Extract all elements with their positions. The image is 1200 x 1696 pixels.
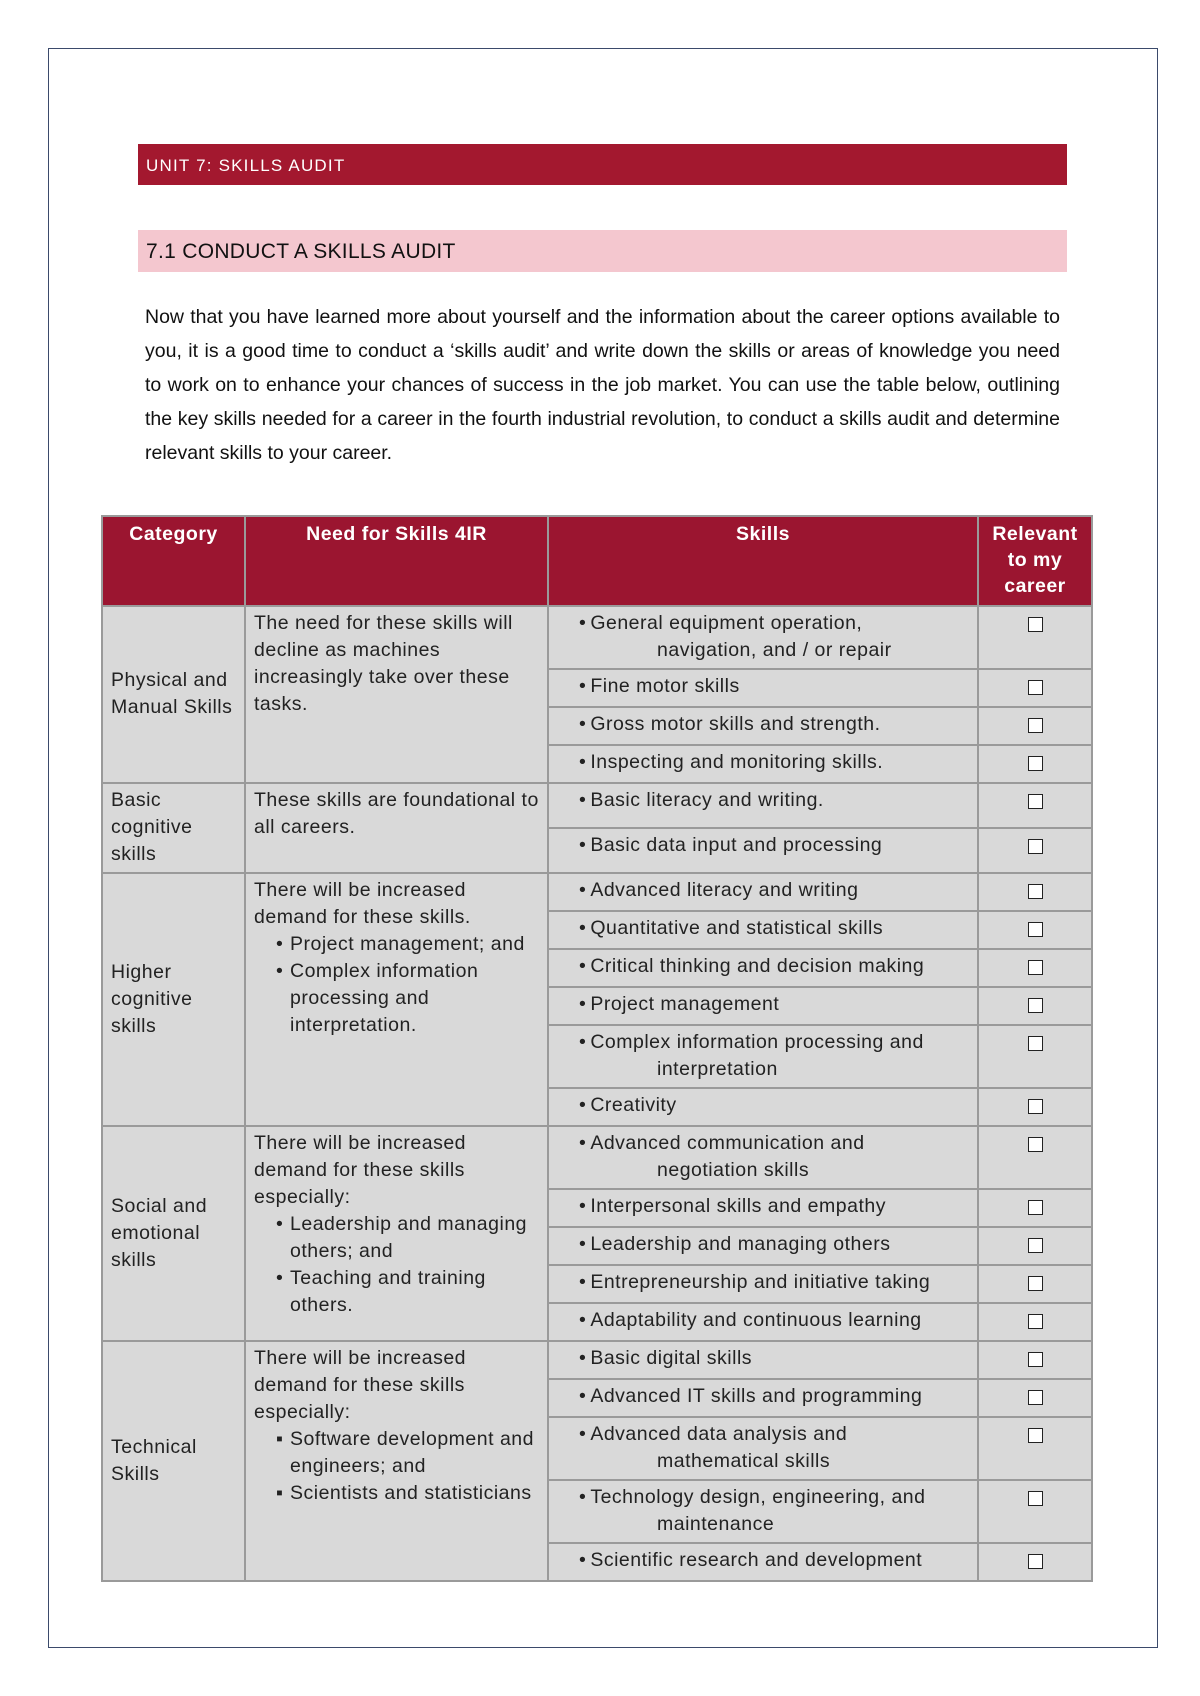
need-cell <box>245 1126 548 1341</box>
table-row <box>102 1126 1092 1189</box>
relevant-cell <box>978 1543 1092 1581</box>
skill-text: Complex information processing and <box>590 1031 924 1053</box>
relevant-checkbox[interactable] <box>1028 680 1043 695</box>
skills-audit-table <box>101 515 1093 1582</box>
skill-cell <box>548 669 978 707</box>
bullet-icon: • <box>579 1094 587 1116</box>
need-item-text: Teaching and training others. <box>290 1267 486 1316</box>
relevant-cell <box>978 1379 1092 1417</box>
need-cell <box>245 1341 548 1581</box>
relevant-checkbox[interactable] <box>1028 1276 1043 1291</box>
need-list-item <box>254 1426 541 1480</box>
need-list <box>254 931 541 1039</box>
skill-cell <box>548 1379 978 1417</box>
skill-item <box>579 953 971 980</box>
skill-item <box>579 1547 971 1574</box>
bullet-icon: • <box>579 713 587 735</box>
skill-text: Advanced data analysis and <box>590 1423 848 1445</box>
header-skills: Skills <box>548 516 978 606</box>
relevant-checkbox[interactable] <box>1028 1554 1043 1569</box>
skill-text: Critical thinking and decision making <box>590 955 925 977</box>
relevant-checkbox[interactable] <box>1028 756 1043 771</box>
relevant-checkbox[interactable] <box>1028 1099 1043 1114</box>
relevant-checkbox[interactable] <box>1028 1390 1043 1405</box>
need-text: The need for these skills will decline as machines increasingly take over these tasks. <box>254 612 513 715</box>
bullet-icon: • <box>579 1486 587 1508</box>
bullet-icon: • <box>579 1271 587 1293</box>
unit-title: UNIT 7: SKILLS AUDIT <box>138 144 1067 185</box>
relevant-cell <box>978 1303 1092 1341</box>
relevant-checkbox[interactable] <box>1028 718 1043 733</box>
skill-cell <box>548 1126 978 1189</box>
skill-item <box>579 610 971 637</box>
bullet-icon: • <box>579 917 587 939</box>
bullet-icon: • <box>579 955 587 977</box>
relevant-checkbox[interactable] <box>1028 1352 1043 1367</box>
skill-text: Inspecting and monitoring skills. <box>590 751 884 773</box>
relevant-checkbox[interactable] <box>1028 839 1043 854</box>
section-title: 7.1 CONDUCT A SKILLS AUDIT <box>138 230 1067 272</box>
skill-item <box>579 1383 971 1410</box>
need-list-item <box>254 931 541 958</box>
bullet-icon: • <box>579 1347 587 1369</box>
relevant-cell <box>978 1088 1092 1126</box>
need-item-text: Project management; and <box>290 933 525 955</box>
header-relevant: Relevant to my career <box>978 516 1092 606</box>
relevant-checkbox[interactable] <box>1028 1137 1043 1152</box>
skill-cell <box>548 873 978 911</box>
bullet-icon: • <box>276 960 284 982</box>
skill-cell <box>548 1417 978 1480</box>
skill-item <box>579 673 971 700</box>
relevant-cell <box>978 1189 1092 1227</box>
relevant-checkbox[interactable] <box>1028 794 1043 809</box>
skill-text: Quantitative and statistical skills <box>590 917 884 939</box>
skill-cell <box>548 987 978 1025</box>
bullet-icon: ▪ <box>276 1428 284 1450</box>
relevant-cell <box>978 911 1092 949</box>
relevant-checkbox[interactable] <box>1028 998 1043 1013</box>
skill-cell <box>548 828 978 873</box>
relevant-cell <box>978 949 1092 987</box>
skill-item <box>579 1307 971 1334</box>
need-text: There will be increased demand for these skills. <box>254 879 471 928</box>
bullet-icon: • <box>579 1031 587 1053</box>
bullet-icon: • <box>276 1213 284 1235</box>
skill-cell <box>548 1480 978 1543</box>
table-row <box>102 606 1092 669</box>
skill-cell <box>548 606 978 669</box>
relevant-checkbox[interactable] <box>1028 1491 1043 1506</box>
relevant-checkbox[interactable] <box>1028 884 1043 899</box>
skill-text-continued: mathematical skills <box>657 1450 831 1472</box>
bullet-icon: • <box>579 751 587 773</box>
relevant-checkbox[interactable] <box>1028 922 1043 937</box>
need-cell <box>245 873 548 1126</box>
relevant-checkbox[interactable] <box>1028 1200 1043 1215</box>
bullet-icon: • <box>579 789 587 811</box>
relevant-checkbox[interactable] <box>1028 960 1043 975</box>
skill-item <box>579 1029 971 1056</box>
table-row <box>102 873 1092 911</box>
need-item-text: Leadership and managing others; and <box>290 1213 528 1262</box>
category-cell: Basic cognitive skills <box>102 783 245 873</box>
table-row <box>102 783 1092 828</box>
skill-item <box>579 915 971 942</box>
skill-cell <box>548 949 978 987</box>
relevant-cell <box>978 1265 1092 1303</box>
skill-text: Advanced IT skills and programming <box>590 1385 923 1407</box>
skill-text: Leadership and managing others <box>590 1233 891 1255</box>
need-item-text: Scientists and statisticians <box>290 1482 532 1504</box>
need-text: There will be increased demand for these skills especially: <box>254 1347 467 1423</box>
skill-text-continued: negotiation skills <box>657 1159 810 1181</box>
need-cell <box>245 606 548 783</box>
relevant-cell <box>978 1480 1092 1543</box>
skill-item <box>579 1130 971 1157</box>
relevant-cell <box>978 707 1092 745</box>
table-row <box>102 1341 1092 1379</box>
skill-text: Basic digital skills <box>590 1347 753 1369</box>
skill-item <box>579 711 971 738</box>
skill-text-continued: navigation, and / or repair <box>657 639 892 661</box>
bullet-icon: • <box>579 1309 587 1331</box>
skill-cell <box>548 1543 978 1581</box>
bullet-icon: • <box>579 879 587 901</box>
need-list-item <box>254 958 541 1039</box>
skill-item <box>579 1193 971 1220</box>
skill-cell <box>548 707 978 745</box>
need-text: There will be increased demand for these skills especially: <box>254 1132 467 1208</box>
skill-item <box>579 1269 971 1296</box>
skill-text: Interpersonal skills and empathy <box>590 1195 886 1217</box>
need-list-item <box>254 1265 541 1319</box>
relevant-cell <box>978 669 1092 707</box>
bullet-icon: • <box>579 993 587 1015</box>
skill-item <box>579 749 971 776</box>
skill-text: Creativity <box>590 1094 677 1116</box>
skill-text-continued: interpretation <box>657 1058 778 1080</box>
skill-cell <box>548 1227 978 1265</box>
table-header-row <box>102 516 1092 606</box>
relevant-checkbox[interactable] <box>1028 1238 1043 1253</box>
skill-cell <box>548 783 978 828</box>
bullet-icon: • <box>579 612 587 634</box>
skill-item <box>579 1484 971 1511</box>
category-cell: Higher cognitive skills <box>102 873 245 1126</box>
skill-text: Scientific research and development <box>590 1549 923 1571</box>
relevant-checkbox[interactable] <box>1028 1036 1043 1051</box>
skill-text: Entrepreneurship and initiative taking <box>590 1271 931 1293</box>
skill-cell <box>548 1189 978 1227</box>
header-category: Category <box>102 516 245 606</box>
bullet-icon: • <box>579 1233 587 1255</box>
skill-text: Fine motor skills <box>590 675 740 697</box>
skill-item <box>579 1345 971 1372</box>
relevant-cell <box>978 987 1092 1025</box>
need-item-text: Complex information processing and interpretation. <box>290 960 479 1036</box>
relevant-cell <box>978 1227 1092 1265</box>
skill-item <box>579 1231 971 1258</box>
skill-text: Basic literacy and writing. <box>590 789 824 811</box>
skill-text: Technology design, engineering, and <box>590 1486 926 1508</box>
need-list-item <box>254 1211 541 1265</box>
relevant-checkbox[interactable] <box>1028 1428 1043 1443</box>
skill-text: Adaptability and continuous learning <box>590 1309 922 1331</box>
bullet-icon: • <box>579 1132 587 1154</box>
skill-text: General equipment operation, <box>590 612 863 634</box>
bullet-icon: • <box>276 1267 284 1289</box>
bullet-icon: • <box>579 675 587 697</box>
skill-cell <box>548 1025 978 1088</box>
skill-text: Advanced communication and <box>590 1132 865 1154</box>
relevant-cell <box>978 1341 1092 1379</box>
need-text: These skills are foundational to all careers. <box>254 789 539 838</box>
relevant-cell <box>978 828 1092 873</box>
skill-item <box>579 832 971 859</box>
relevant-cell <box>978 606 1092 669</box>
need-item-text: Software development and engineers; and <box>290 1428 534 1477</box>
need-list-item <box>254 1480 541 1507</box>
header-need: Need for Skills 4IR <box>245 516 548 606</box>
bullet-icon: ▪ <box>276 1482 284 1504</box>
bullet-icon: • <box>579 1195 587 1217</box>
skill-text: Project management <box>590 993 780 1015</box>
bullet-icon: • <box>579 1385 587 1407</box>
skill-item <box>579 991 971 1018</box>
category-cell: Physical and Manual Skills <box>102 606 245 783</box>
skill-item <box>579 1421 971 1448</box>
intro-paragraph: Now that you have learned more about yourself and the information about the career options available to you, it is a good time to conduct a ‘skills audit’ and write down the skills or areas of knowledge you need to work on to enhance your chances of success in the job market. You can use the table below, outlining the key skills needed for a career in the fourth industrial revolution, to conduct a skills audit and determine relevant skills to your career. <box>145 306 1060 464</box>
skill-cell <box>548 1341 978 1379</box>
category-cell: Social and emotional skills <box>102 1126 245 1341</box>
skill-item <box>579 1092 971 1119</box>
bullet-icon: • <box>579 1423 587 1445</box>
need-list <box>254 1211 541 1319</box>
skill-text: Gross motor skills and strength. <box>590 713 881 735</box>
relevant-cell <box>978 1025 1092 1088</box>
relevant-checkbox[interactable] <box>1028 1314 1043 1329</box>
skill-cell <box>548 745 978 783</box>
skill-text-continued: maintenance <box>657 1513 775 1535</box>
need-list <box>254 1426 541 1507</box>
skill-item <box>579 787 971 814</box>
relevant-checkbox[interactable] <box>1028 617 1043 632</box>
bullet-icon: • <box>276 933 284 955</box>
relevant-cell <box>978 1126 1092 1189</box>
relevant-cell <box>978 873 1092 911</box>
skill-cell <box>548 1265 978 1303</box>
skill-item <box>579 877 971 904</box>
category-cell: Technical Skills <box>102 1341 245 1581</box>
bullet-icon: • <box>579 834 587 856</box>
bullet-icon: • <box>579 1549 587 1571</box>
relevant-cell <box>978 745 1092 783</box>
skill-cell <box>548 1088 978 1126</box>
skill-cell <box>548 911 978 949</box>
skill-cell <box>548 1303 978 1341</box>
relevant-cell <box>978 1417 1092 1480</box>
skill-text: Basic data input and processing <box>590 834 883 856</box>
skill-text: Advanced literacy and writing <box>590 879 859 901</box>
need-cell <box>245 783 548 873</box>
relevant-cell <box>978 783 1092 828</box>
